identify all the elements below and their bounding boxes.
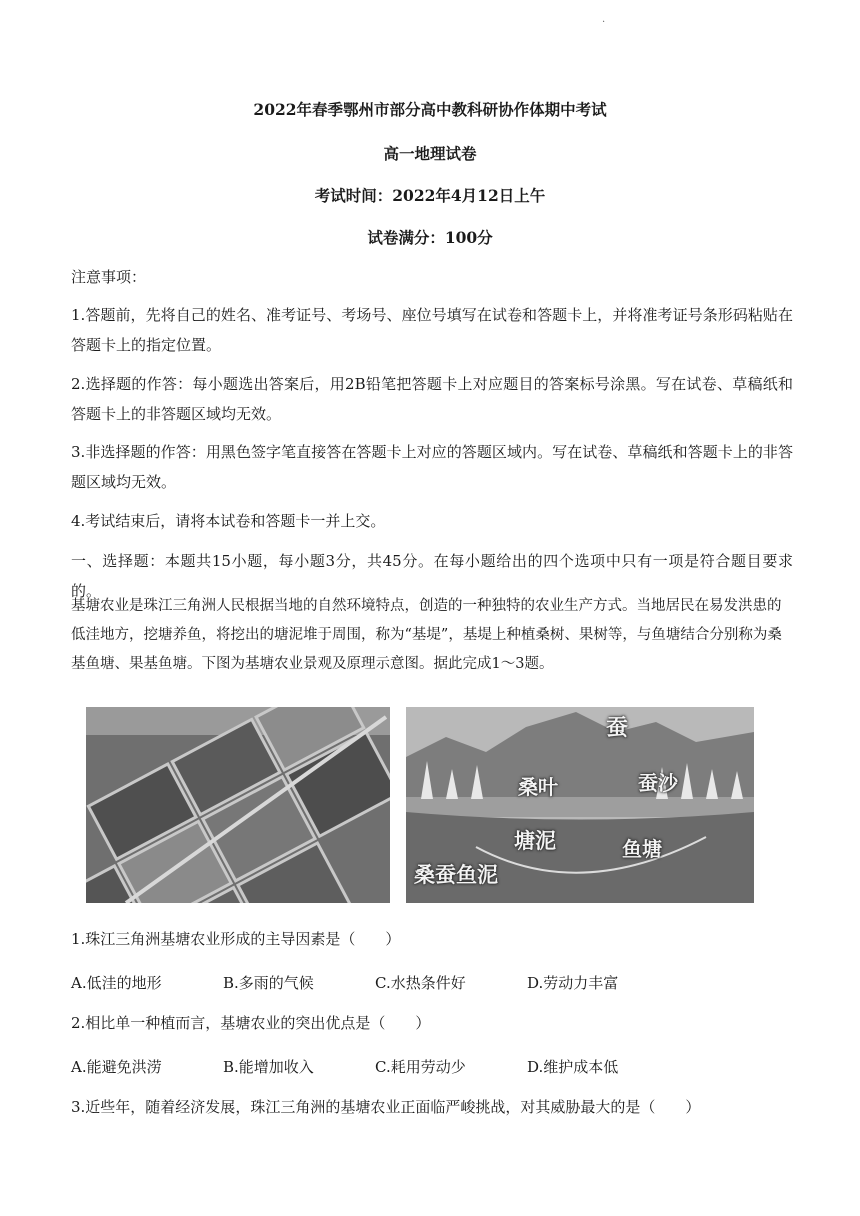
note-item-2: 2.选择题的作答：每小题选出答案后，用2B铅笔把答题卡上对应题目的答案标号涂黑。写在试卷、草稿纸和答题卡上的非答题区域均无效。 <box>71 375 793 423</box>
question-1-options <box>71 972 793 993</box>
mulberry-leaf-label: 桑叶 <box>518 775 558 799</box>
fish-pond-aerial-photo <box>86 707 390 903</box>
q2-option-b[interactable]: B.能增加收入 <box>223 1058 314 1076</box>
q1-option-c[interactable]: C.水热条件好 <box>375 974 466 992</box>
note-item-4: 4.考试结束后，请将本试卷和答题卡一并上交。 <box>71 512 386 530</box>
q2-option-a[interactable]: A.能避免洪涝 <box>71 1058 162 1076</box>
q1-option-b[interactable]: B.多雨的气候 <box>223 974 314 992</box>
exam-subject: 高一地理试卷 <box>383 144 477 163</box>
section-heading: 一、选择题：本题共15小题，每小题3分，共45分。在每小题给出的四个选项中只有一项是符合题目要求的。 <box>71 552 793 600</box>
question-2-options <box>71 1056 793 1077</box>
full-score: 试卷满分：100分 <box>367 228 493 247</box>
pond-mud-label: 塘泥 <box>514 828 556 853</box>
q1-option-d[interactable]: D.劳动力丰富 <box>527 974 619 992</box>
silkworm-label: 蚕 <box>606 715 629 741</box>
notes-heading: 注意事项： <box>71 268 147 286</box>
q2-option-c[interactable]: C.耗用劳动少 <box>375 1058 466 1076</box>
q2-option-d[interactable]: D.维护成本低 <box>527 1058 619 1076</box>
mulberry-silkworm-fish-mud-label: 桑蚕鱼泥 <box>414 862 498 887</box>
silkworm-sand-label: 蚕沙 <box>638 771 678 795</box>
exam-title: 2022年春季鄂州市部分高中教科研协作体期中考试 <box>253 100 607 119</box>
note-item-1: 1.答题前，先将自己的姓名、准考证号、考场号、座位号填写在试卷和答题卡上，并将准考证号条形码粘贴在答题卡上的指定位置。 <box>71 306 793 354</box>
reading-passage: 基塘农业是珠江三角洲人民根据当地的自然环境特点，创造的一种独特的农业生产方式。当地居民在易发洪患的低洼地方，挖塘养鱼，将挖出的塘泥堆于周围，称为“基堤”，基堤上种植桑树、果树等，与鱼塘结合分别称为桑基鱼塘、果基鱼塘。下图为基塘农业景观及原理示意图。据此完成1～3题。 <box>71 598 782 672</box>
fish-pond-label: 鱼塘 <box>622 837 662 861</box>
question-3-stem: 3.近些年，随着经济发展，珠江三角洲的基塘农业正面临严峻挑战，对其威胁最大的是（ ） <box>71 1098 701 1116</box>
page-corner-mark: . <box>602 14 606 25</box>
exam-time: 考试时间：2022年4月12日上午 <box>314 186 546 205</box>
q1-option-a[interactable]: A.低洼的地形 <box>71 974 162 992</box>
question-1-stem: 1.珠江三角洲基塘农业形成的主导因素是（ ） <box>71 930 401 948</box>
mulberry-dike-fish-pond-diagram <box>406 707 754 903</box>
figure <box>86 707 754 903</box>
question-2-stem: 2.相比单一种植而言，基塘农业的突出优点是（ ） <box>71 1014 431 1032</box>
note-item-3: 3.非选择题的作答：用黑色签字笔直接答在答题卡上对应的答题区域内。写在试卷、草稿纸和答题卡上的非答题区域均无效。 <box>71 443 793 491</box>
